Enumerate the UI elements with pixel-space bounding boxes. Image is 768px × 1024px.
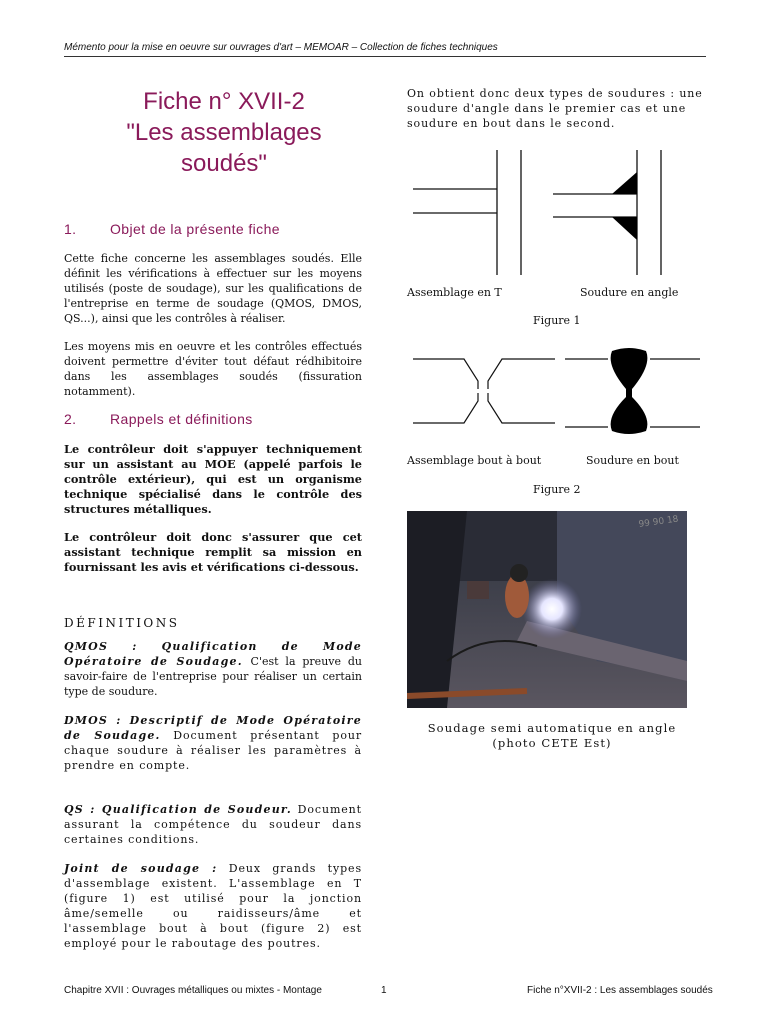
section-1-title: Objet de la présente fiche: [110, 221, 280, 237]
definition-joint-text: Deux grands types d'assemblage existent. L'assemblage en T (figure 1) est utilisé pour la jonction âme/semelle ou raidisseurs/âme et l'assemblage bout à bout (figure 2) est employé pour le raboutage des poutres.: [64, 862, 362, 950]
butt-upper-right: [488, 359, 555, 389]
welder-helmet: [510, 564, 528, 582]
photo-caption-line-2: (photo CETE Est): [492, 736, 612, 750]
title-line-1: Fiche n° XVII-2: [143, 88, 305, 115]
running-header: Mémento pour la mise en oeuvre sur ouvrages d'art – MEMOAR – Collection de fiches techniques: [64, 42, 498, 53]
photo-caption-line-1: Soudage semi automatique en angle: [427, 721, 677, 735]
definition-dmos: [64, 713, 362, 773]
definition-qs-text: Document assurant la compétence du soudeur dans certaines conditions.: [64, 803, 362, 846]
photo-marking: 99 90 18: [638, 514, 680, 530]
t-joint-drawing: [413, 150, 521, 275]
section-2-number: 2.: [64, 411, 77, 427]
figure-2-diagram: [400, 345, 705, 440]
section-2-bold-para-2: Le contrôleur doit donc s'assurer que cet assistant technique remplit sa mission en fournissant les avis et vérifications ci-dessous.: [64, 530, 362, 574]
figure-2-label-right: Soudure en bout: [586, 454, 679, 467]
section-1-heading: [64, 221, 384, 237]
definition-qs: [64, 802, 362, 847]
photo-caption: [407, 721, 697, 751]
section-1-number: 1.: [64, 221, 77, 237]
butt-lower-right: [488, 393, 555, 423]
figure-1-diagram: [400, 145, 700, 280]
definition-qmos-term: QMOS : Qualification de Mode Opératoire de Soudage.: [64, 640, 362, 668]
title-line-3: soudés": [181, 150, 267, 177]
wire-feeder: [467, 581, 489, 599]
section-1-para-2: Les moyens mis en oeuvre et les contrôles effectués doivent permettre d'éviter tout défaut rédhibitoire dans les assemblages soudés (fissuration notamment).: [64, 340, 362, 398]
welding-photo-illustration: [407, 511, 687, 708]
welding-arc-glow: [522, 579, 582, 639]
welding-photo: [407, 511, 687, 708]
section-1-para-1: Cette fiche concerne les assemblages soudés. Elle définit les vérifications à effectuer sur les moyens utilisés (poste de soudage), sur les qualifications de l'entreprise en terme de soudage (QMOS, DMOS, QS...), ainsi que les contrôles à réaliser.: [64, 252, 362, 325]
section-2-heading: [64, 411, 384, 427]
definition-dmos-text: Document présentant pour chaque soudure à réaliser les paramètres à prendre en compte.: [64, 729, 363, 772]
figure-1-caption: Figure 1: [533, 314, 581, 327]
definitions-heading: DÉFINITIONS: [64, 616, 180, 630]
section-2-title: Rappels et définitions: [110, 411, 253, 427]
fillet-weld-drawing: [553, 150, 661, 275]
right-intro: On obtient donc deux types de soudures : une soudure d'angle dans le premier cas et une soudure en bout dans le second.: [407, 87, 703, 130]
header-rule: [64, 56, 706, 57]
butt-upper-left: [413, 359, 478, 389]
butt-weld-bead: [611, 348, 648, 434]
definition-qs-term: QS : Qualification de Soudeur.: [64, 803, 292, 816]
butt-lower-left: [413, 393, 478, 423]
title-line-2: "Les assemblages: [126, 119, 322, 146]
page-title: [64, 86, 384, 179]
definition-joint: [64, 861, 362, 951]
figure-2-label-left: Assemblage bout à bout: [407, 454, 542, 467]
definition-qmos: [64, 639, 362, 699]
footer-chapter: Chapitre XVII : Ouvrages métalliques ou mixtes - Montage: [64, 985, 322, 996]
section-2-bold-para-1: Le contrôleur doit s'appuyer techniquement sur un assistant au MOE (appelé parfois le contrôle extérieur), qui est un organisme technique spécialisé dans le contrôle des structures métalliques.: [64, 442, 362, 516]
footer-page-number: 1: [381, 985, 387, 996]
definition-dmos-term: DMOS : Descriptif de Mode Opératoire de Soudage.: [64, 714, 362, 742]
fillet-weld-top: [612, 172, 637, 194]
footer-fiche: Fiche n°XVII-2 : Les assemblages soudés: [527, 985, 713, 996]
definition-joint-term: Joint de soudage :: [64, 862, 218, 875]
figure-2-caption: Figure 2: [533, 483, 581, 496]
definition-qmos-text: C'est la preuve du savoir-faire de l'entreprise pour réaliser un certain type de soudure.: [64, 655, 363, 698]
figure-1-label-right: Soudure en angle: [580, 286, 679, 299]
butt-joint-drawing: [413, 359, 555, 423]
figure-1-label-left: Assemblage en T: [407, 286, 502, 299]
fillet-weld-bottom: [612, 217, 637, 240]
